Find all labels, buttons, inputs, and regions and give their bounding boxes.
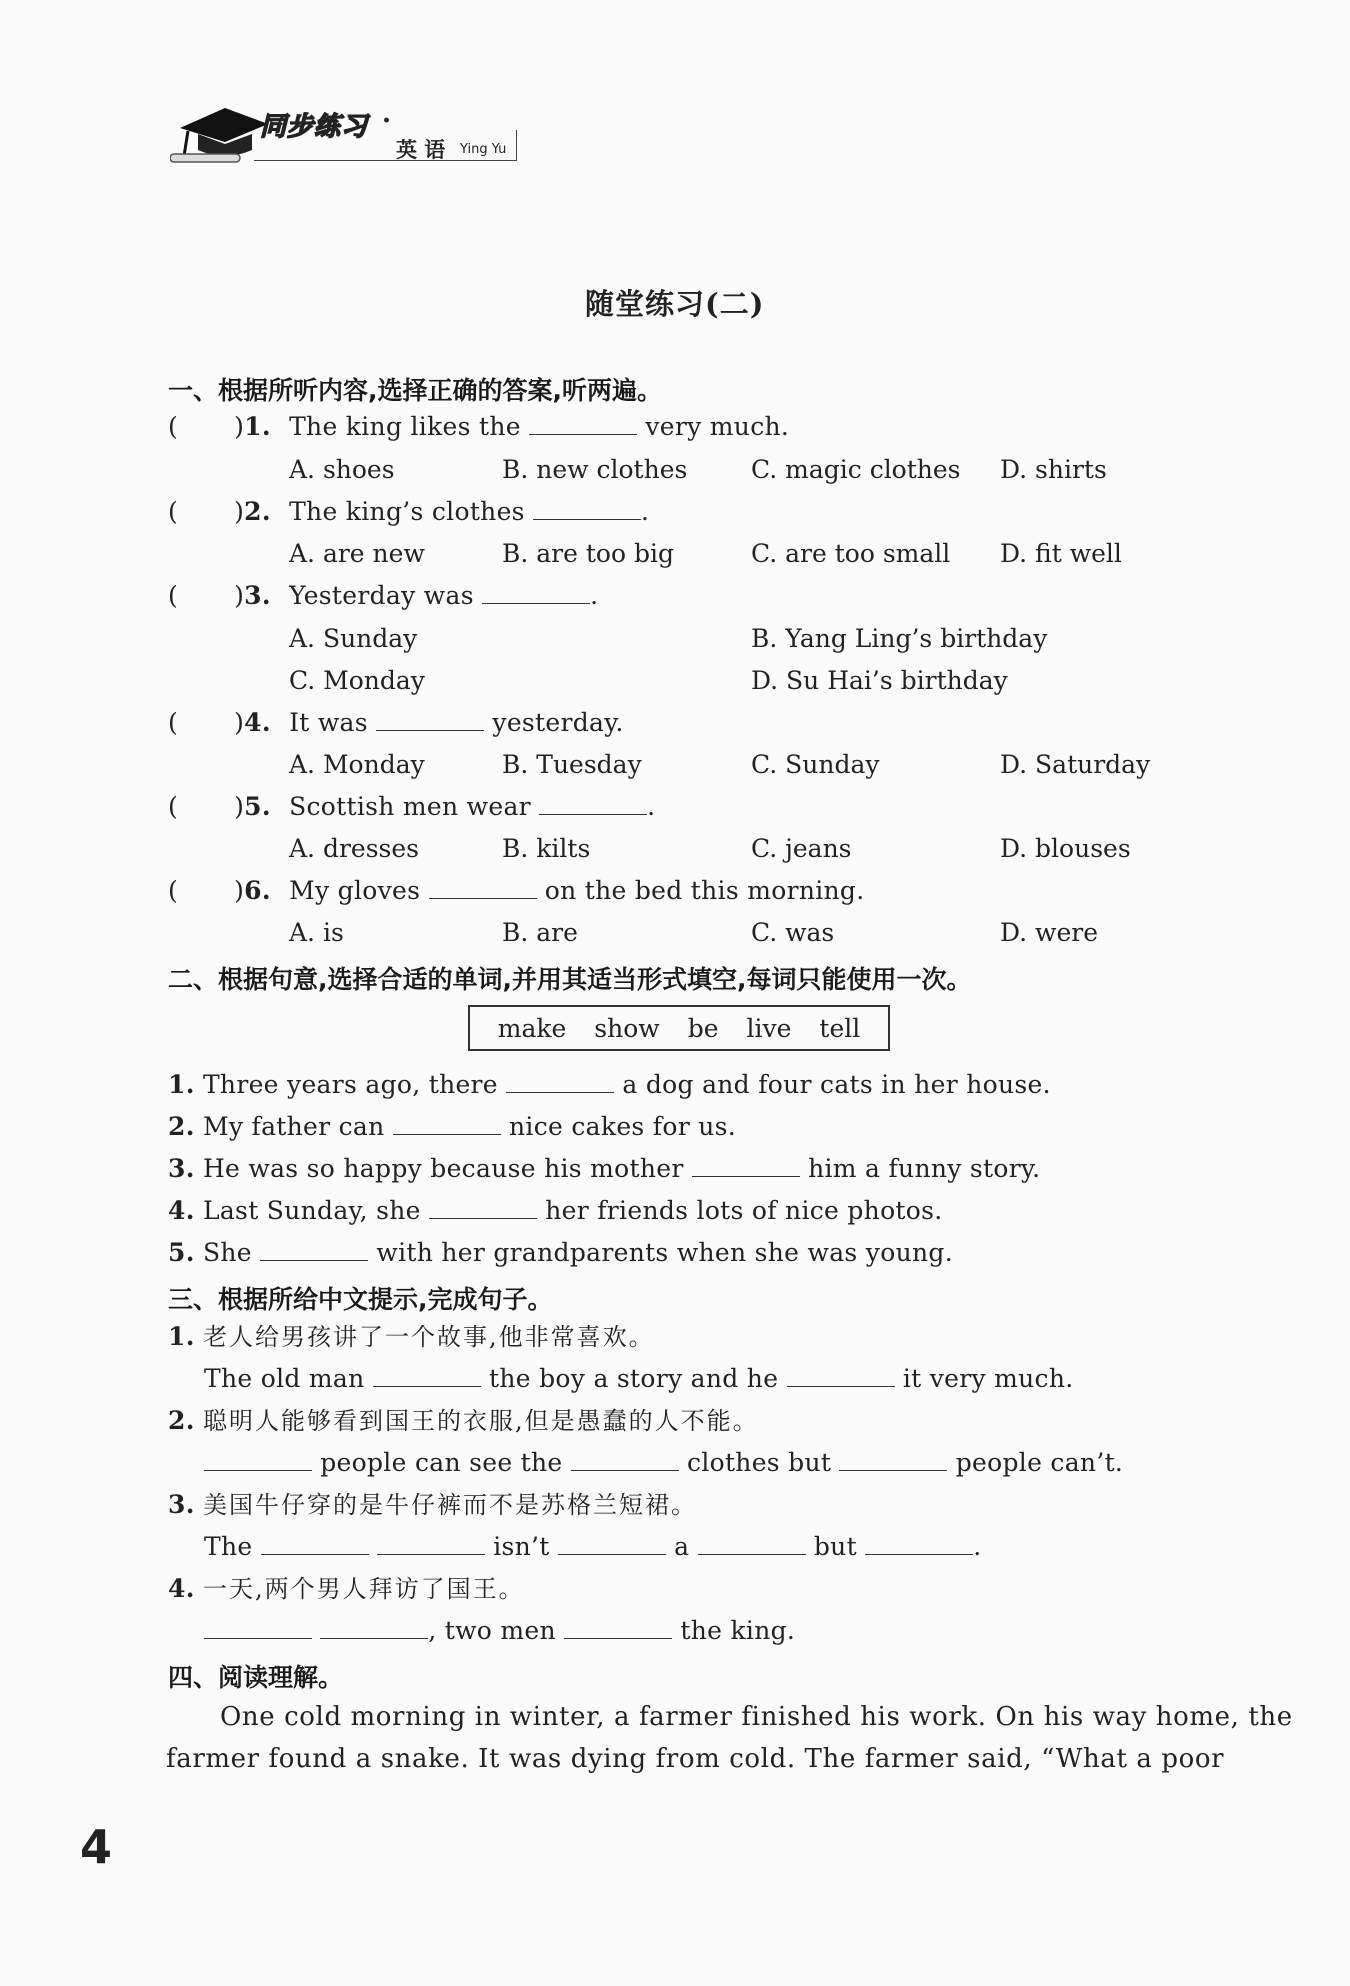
option-a[interactable]: A. shoes [289,455,395,484]
question-text-before: The king’s clothes [289,497,525,526]
section4-heading: 四、阅读理解。 [168,1663,344,1692]
question-number: 2. [244,497,271,526]
word-bank-item: tell [819,1013,861,1043]
question-number: 6. [244,876,271,905]
section1-heading: 一、根据所听内容,选择正确的答案,听两遍。 [168,376,662,405]
translate-item-1-cn [168,1322,655,1352]
word-bank-item: make [497,1013,567,1043]
question-6: ( )6. My gloves on the bed this morning. [168,876,865,905]
question-3: ( )3. Yesterday was . [168,581,599,610]
item-number: 2. [168,1112,195,1141]
answer-blank[interactable] [698,1532,806,1555]
option-d[interactable]: D. Su Hai’s birthday [751,666,1008,695]
question-text-after: yesterday. [492,708,624,737]
sentence-part: but [813,1532,857,1561]
option-b[interactable]: B. Tuesday [502,750,642,779]
option-a[interactable]: A. are new [289,539,425,568]
reading-line-2: farmer found a snake. It was dying from cold. The farmer said, “What a poor [166,1744,1225,1774]
question-text-before: Scottish men wear [289,792,531,821]
page-title: 随堂练习(二) [585,287,765,321]
sentence-part: the king. [680,1616,796,1645]
sentence-part: the boy a story and he [489,1364,779,1393]
question-text-after: . [647,792,656,821]
answer-blank[interactable] [558,1532,666,1555]
sentence-part: clothes but [687,1448,832,1477]
item-number: 1. [168,1322,195,1351]
option-b[interactable]: B. new clothes [502,455,688,484]
header-logo [170,98,530,170]
answer-blank[interactable] [692,1154,800,1177]
header-dot: · [382,106,392,136]
sentence-part: . [973,1532,982,1561]
answer-blank[interactable] [320,1616,428,1639]
item-text-before: She [202,1238,252,1267]
sentence-part: , two men [428,1616,556,1645]
item-number: 3. [168,1490,195,1519]
question-number: 1. [244,412,271,441]
item-text-after: a dog and four cats in her house. [622,1070,1051,1099]
question-5: ( )5. Scottish men wear . [168,792,656,821]
option-a[interactable]: A. is [289,918,344,947]
question-text-before: It was [289,708,368,737]
question-number: 4. [244,708,271,737]
item-number: 1. [168,1070,195,1099]
option-c[interactable]: C. jeans [751,834,852,863]
question-number: 3. [244,581,271,610]
page-number: 4 [80,1820,113,1874]
option-b[interactable]: B. Yang Ling’s birthday [751,624,1048,653]
translate-item-3-en [204,1532,981,1562]
question-text-after: . [590,581,599,610]
item-text-after: her friends lots of nice photos. [545,1196,943,1225]
item-text-before: Three years ago, there [202,1070,498,1099]
word-bank-item: show [594,1013,660,1043]
option-a[interactable]: A. Sunday [289,624,418,653]
answer-blank[interactable] [571,1448,679,1471]
item-number: 4. [168,1196,195,1225]
chinese-prompt: 老人给男孩讲了一个故事,他非常喜欢。 [202,1323,655,1351]
option-b[interactable]: B. are [502,918,578,947]
option-d[interactable]: D. blouses [1000,834,1131,863]
item-text-before: My father can [202,1112,385,1141]
answer-blank[interactable] [204,1616,312,1639]
question-text-after: very much. [645,412,790,441]
item-number: 4. [168,1574,195,1603]
sentence-part: The old man [204,1364,365,1393]
item-number: 3. [168,1154,195,1183]
item-text-before: He was so happy because his mother [202,1154,684,1183]
translate-item-4-cn [168,1574,525,1604]
word-bank-item: be [687,1013,719,1043]
option-c[interactable]: C. was [751,918,835,947]
answer-blank[interactable] [539,792,647,815]
option-d[interactable]: D. Saturday [1000,750,1151,779]
question-text-before: My gloves [289,876,421,905]
item-number: 5. [168,1238,195,1267]
answer-blank[interactable] [529,412,637,435]
word-bank-item: live [746,1013,792,1043]
option-d[interactable]: D. fit well [1000,539,1122,568]
fill-item-5 [168,1238,953,1268]
answer-blank[interactable] [865,1532,973,1555]
question-text-after: on the bed this morning. [544,876,865,905]
option-c[interactable]: C. Sunday [751,750,880,779]
answer-blank[interactable] [429,876,537,899]
sentence-part: it very much. [902,1364,1074,1393]
chinese-prompt: 一天,两个男人拜访了国王。 [202,1575,525,1603]
fill-item-3 [168,1154,1040,1184]
answer-blank[interactable] [373,1364,481,1387]
option-d[interactable]: D. shirts [1000,455,1107,484]
answer-blank[interactable] [429,1196,537,1219]
question-text-before: The king likes the [289,412,521,441]
item-text-after: with her grandparents when she was young. [376,1238,953,1267]
answer-blank[interactable] [787,1364,895,1387]
answer-blank[interactable] [260,1238,368,1261]
item-number: 2. [168,1406,195,1435]
answer-blank[interactable] [204,1448,312,1471]
sentence-part: isn’t [493,1532,550,1561]
translate-item-2-en [204,1448,1123,1478]
sentence-part: a [674,1532,690,1561]
section3-heading: 三、根据所给中文提示,完成句子。 [168,1285,553,1314]
translate-item-4-en [204,1616,795,1646]
item-text-after: nice cakes for us. [509,1112,736,1141]
fill-item-4 [168,1196,943,1226]
answer-blank[interactable] [506,1070,614,1093]
chinese-prompt: 聪明人能够看到国王的衣服,但是愚蠢的人不能。 [202,1407,759,1435]
series-title: 同步练习 [260,112,369,142]
option-b[interactable]: B. kilts [502,834,591,863]
subject-label: 英 语 [396,138,446,162]
question-4: ( )4. It was yesterday. [168,708,624,737]
chinese-prompt: 美国牛仔穿的是牛仔裤而不是苏格兰短裙。 [202,1491,697,1519]
translate-item-1-en [204,1364,1074,1394]
option-a[interactable]: A. dresses [289,834,419,863]
sentence-part: The [204,1532,253,1561]
option-c[interactable]: C. Monday [289,666,425,695]
fill-item-2 [168,1112,736,1142]
word-bank [468,1005,890,1051]
sentence-part: people can’t. [955,1448,1124,1477]
answer-blank[interactable] [377,1532,485,1555]
answer-blank[interactable] [376,708,484,731]
option-c[interactable]: C. magic clothes [751,455,961,484]
sentence-part: people can see the [320,1448,563,1477]
answer-blank[interactable] [533,497,641,520]
question-text-before: Yesterday was [289,581,474,610]
section2-heading: 二、根据句意,选择合适的单词,并用其适当形式填空,每词只能使用一次。 [168,965,972,994]
option-c[interactable]: C. are too small [751,539,951,568]
answer-blank[interactable] [564,1616,672,1639]
option-d[interactable]: D. were [1000,918,1098,947]
translate-item-2-cn [168,1406,759,1436]
item-text-before: Last Sunday, she [202,1196,421,1225]
question-text-after: . [641,497,650,526]
answer-blank[interactable] [482,581,590,604]
option-a[interactable]: A. Monday [289,750,425,779]
answer-blank[interactable] [261,1532,369,1555]
question-2: ( )2. The king’s clothes . [168,497,650,526]
item-text-after: him a funny story. [808,1154,1041,1183]
subject-pinyin: Ying Yu [460,142,507,157]
translate-item-3-cn [168,1490,697,1520]
answer-blank[interactable] [393,1112,501,1135]
question-number: 5. [244,792,271,821]
answer-blank[interactable] [839,1448,947,1471]
question-1: ( )1. The king likes the very much. [168,412,790,441]
option-b[interactable]: B. are too big [502,539,674,568]
fill-item-1 [168,1070,1051,1100]
reading-line-1: One cold morning in winter, a farmer finished his work. On his way home, the [220,1702,1293,1732]
